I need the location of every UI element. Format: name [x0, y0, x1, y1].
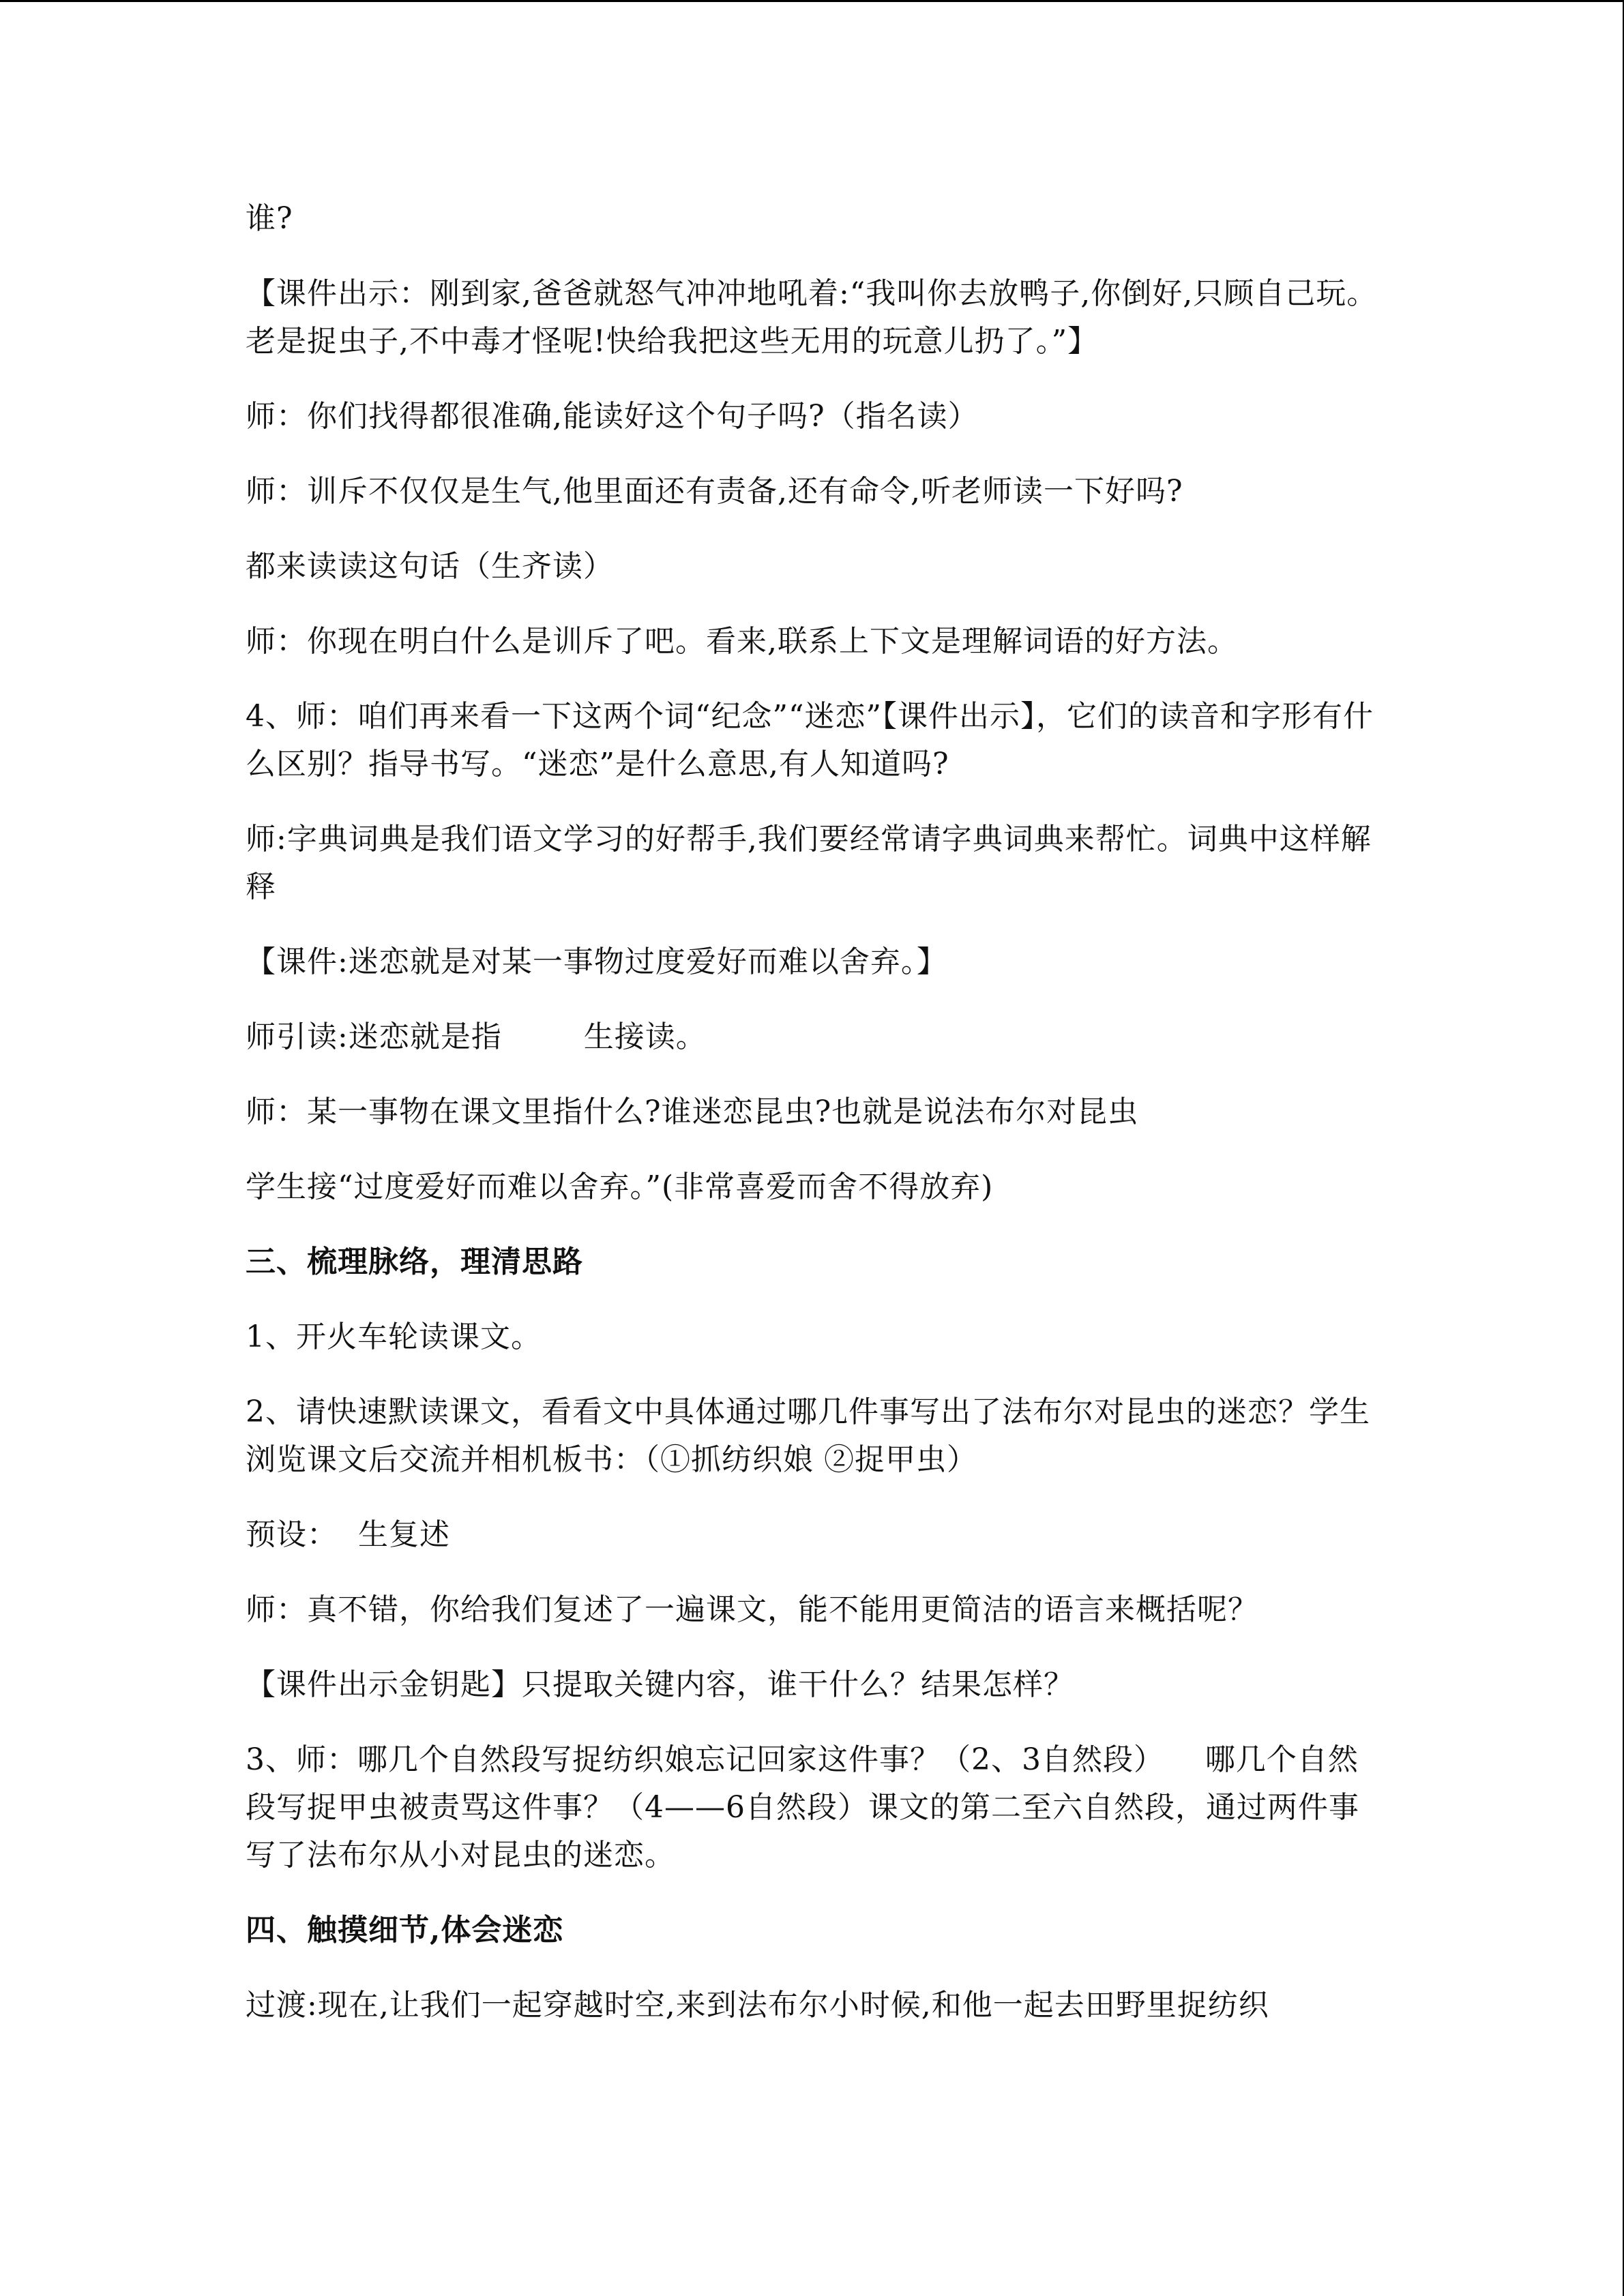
paragraph-question-who: 谁? [246, 201, 293, 236]
paragraph-courseware-golden-key: 【课件出示金钥匙】只提取关键内容，谁干什么？结果怎样？ [246, 1667, 1074, 1702]
document-body [246, 195, 1385, 2057]
paragraph-teacher-context-method: 师：你现在明白什么是训斥了吧。看来,联系上下文是理解词语的好方法。 [246, 624, 1238, 659]
section-heading-4: 四、触摸细节,体会迷恋 [246, 1913, 564, 1948]
paragraph-teacher-dictionary: 师:字典词典是我们语文学习的好帮手,我们要经常请字典词典来帮忙。词典中这样解释 [246, 822, 1372, 904]
paragraph-teacher-guided-reading: 师引读:迷恋就是指 生接读。 [246, 1019, 707, 1054]
paragraph-courseware-definition: 【课件:迷恋就是对某一事物过度爱好而难以舍弃。】 [246, 944, 947, 979]
paragraph-teacher-scolding-meaning: 师：训斥不仅仅是生气,他里面还有责备,还有命令,听老师读一下好吗? [246, 474, 1183, 509]
paragraph-courseware-dad-scolding: 【课件出示：刚到家,爸爸就怒气冲冲地吼着:“我叫你去放鸭子,你倒好,只顾自己玩。老是捉虫子,不中毒才怪呢!快给我把这些无用的玩意儿扔了。”】 [246, 276, 1378, 359]
paragraph-read-together: 都来读读这句话（生齐读） [246, 549, 614, 584]
paragraph-step4-two-words: 4、师：咱们再来看一下这两个词“纪念”“迷恋”【课件出示】，它们的读音和字形有什么区别？指导书写。“迷恋”是什么意思,有人知道吗? [246, 699, 1374, 781]
section-heading-3: 三、梳理脉络，理清思路 [246, 1244, 583, 1279]
paragraph-step1-train-reading: 1、开火车轮读课文。 [246, 1320, 542, 1354]
paragraph-teacher-summarize: 师：真不错，你给我们复述了一遍课文，能不能用更简洁的语言来概括呢？ [246, 1592, 1258, 1627]
paragraph-step2-silent-reading: 2、请快速默读课文，看看文中具体通过哪几件事写出了法布尔对昆虫的迷恋？学生浏览课文后交流并相机板书：（①抓纺织娘 ②捉甲虫） [246, 1395, 1370, 1477]
paragraph-student-continue: 学生接“过度爱好而难以舍弃。”(非常喜爱而舍不得放弃) [246, 1169, 994, 1204]
paragraph-step3-which-paragraphs: 3、师：哪几个自然段写捉纺织娘忘记回家这件事？（2、3自然段） 哪几个自然段写捉甲虫被责骂这件事？（4——6自然段）课文的第二至六自然段，通过两件事写了法布尔从小对昆虫的迷恋。 [246, 1742, 1359, 1873]
paragraph-preset-retell: 预设： 生复述 [246, 1517, 450, 1552]
paragraph-teacher-read-sentence: 师：你们找得都很准确,能读好这个句子吗?（指名读） [246, 399, 979, 434]
paragraph-transition: 过渡:现在,让我们一起穿越时空,来到法布尔小时候,和他一起去田野里捉纺织 [246, 1988, 1269, 2023]
paragraph-teacher-what-thing: 师：某一事物在课文里指什么?谁迷恋昆虫?也就是说法布尔对昆虫 [246, 1094, 1139, 1129]
